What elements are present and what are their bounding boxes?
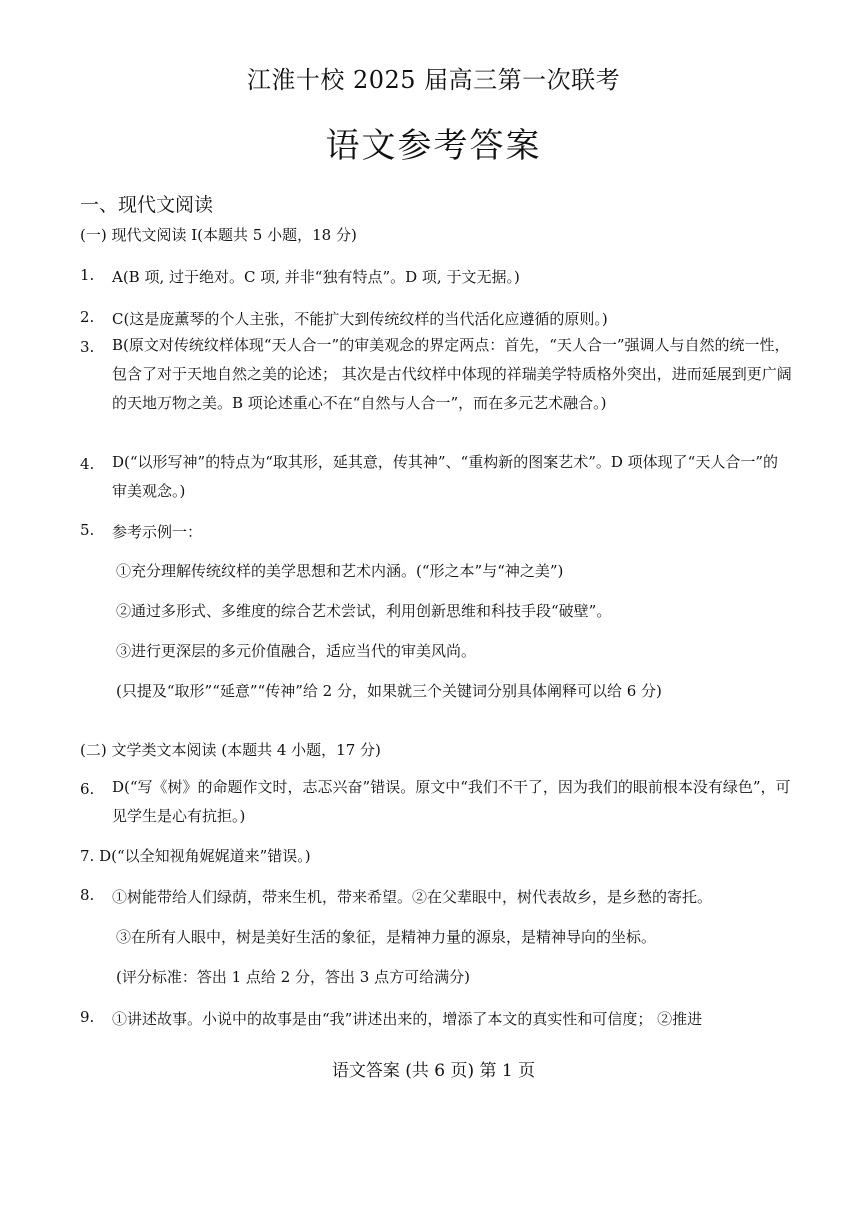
q7-text: D(“以全知视角娓娓道来”错误。) bbox=[99, 847, 311, 865]
q7-number: 7. bbox=[80, 847, 95, 865]
q5-scoring-note: (只提及“取形”“延意”“传神”给 2 分，如果就三个关键词分别具体阐释可以给 6 分) bbox=[116, 682, 662, 700]
q6-number: 6. bbox=[80, 780, 95, 798]
q5-number: 5. bbox=[80, 521, 95, 539]
q6-answer: D(“写《树》的命题作文时，志忑兴奋”错误。原文中“我们不干了，因为我们的眼前根本没有绿色”，可见学生是心有抗拒。) bbox=[112, 778, 791, 825]
q8-number: 8. bbox=[80, 886, 95, 904]
part1-heading: (一) 现代文阅读 I(本题共 5 小题，18 分) bbox=[80, 226, 357, 244]
q1-answer: A(B 项, 过于绝对。C 项, 并非“独有特点”。D 项, 于文无据。) bbox=[112, 268, 520, 286]
q4-answer: D(“以形写神”的特点为“取其形，延其意，传其神”、“重构新的图案艺术”。D 项体现了“天人合一”的审美观念。) bbox=[112, 453, 779, 500]
part2-heading: (二) 文学类文本阅读 (本题共 4 小题，17 分) bbox=[80, 741, 381, 759]
page-footer: 语文答案 (共 6 页) 第 1 页 bbox=[331, 1061, 536, 1081]
q5-point-2: ②通过多形式、多维度的综合艺术尝试，利用创新思维和科技手段“破壁”。 bbox=[116, 602, 612, 620]
q4-number: 4. bbox=[80, 455, 95, 473]
q5-point-3: ③进行更深层的多元价值融合，适应当代的审美风尚。 bbox=[116, 642, 477, 660]
exam-title: 江淮十校 2025 届高三第一次联考 bbox=[246, 66, 621, 94]
q5-point-1: ①充分理解传统纹样的美学思想和艺术内涵。(“形之本”与“神之美”) bbox=[116, 562, 564, 580]
q8-scoring-note: (评分标准：答出 1 点给 2 分，答出 3 点方可给满分) bbox=[116, 968, 470, 986]
q9-number: 9. bbox=[80, 1008, 95, 1026]
q5-answer: 参考示例一： bbox=[112, 523, 203, 541]
doc-title: 语文参考答案 bbox=[325, 126, 542, 166]
q1-number: 1. bbox=[80, 266, 95, 284]
q2-number: 2. bbox=[80, 308, 95, 326]
q7-answer bbox=[80, 845, 311, 866]
section-heading: 一、现代文阅读 bbox=[80, 194, 214, 216]
q2-answer: C(这是庞薰琴的个人主张，不能扩大到传统纹样的当代活化应遵循的原则。) bbox=[112, 310, 608, 328]
q9-answer: ①讲述故事。小说中的故事是由“我”讲述出来的，增添了本文的真实性和可信度； ②推进 bbox=[112, 1010, 703, 1028]
q8-answer: ①树能带给人们绿荫，带来生机，带来希望。②在父辈眼中，树代表故乡，是乡愁的寄托。 bbox=[112, 888, 713, 906]
q8-point-3: ③在所有人眼中，树是美好生活的象征，是精神力量的源泉，是精神导向的坐标。 bbox=[116, 928, 657, 946]
q3-answer: B(原文对传统纹样体现“天人合一”的审美观念的界定两点：首先，“天人合一”强调人与自然的统一性，包含了对于天地自然之美的论述； 其次是古代纹样中体现的祥瑞美学特质格外突出，进而延展到更广阔的天地万物之美。B 项论述重心不在“自然与人合一”，而在多元艺术融合。) bbox=[112, 336, 792, 412]
q3-number: 3. bbox=[80, 338, 95, 356]
